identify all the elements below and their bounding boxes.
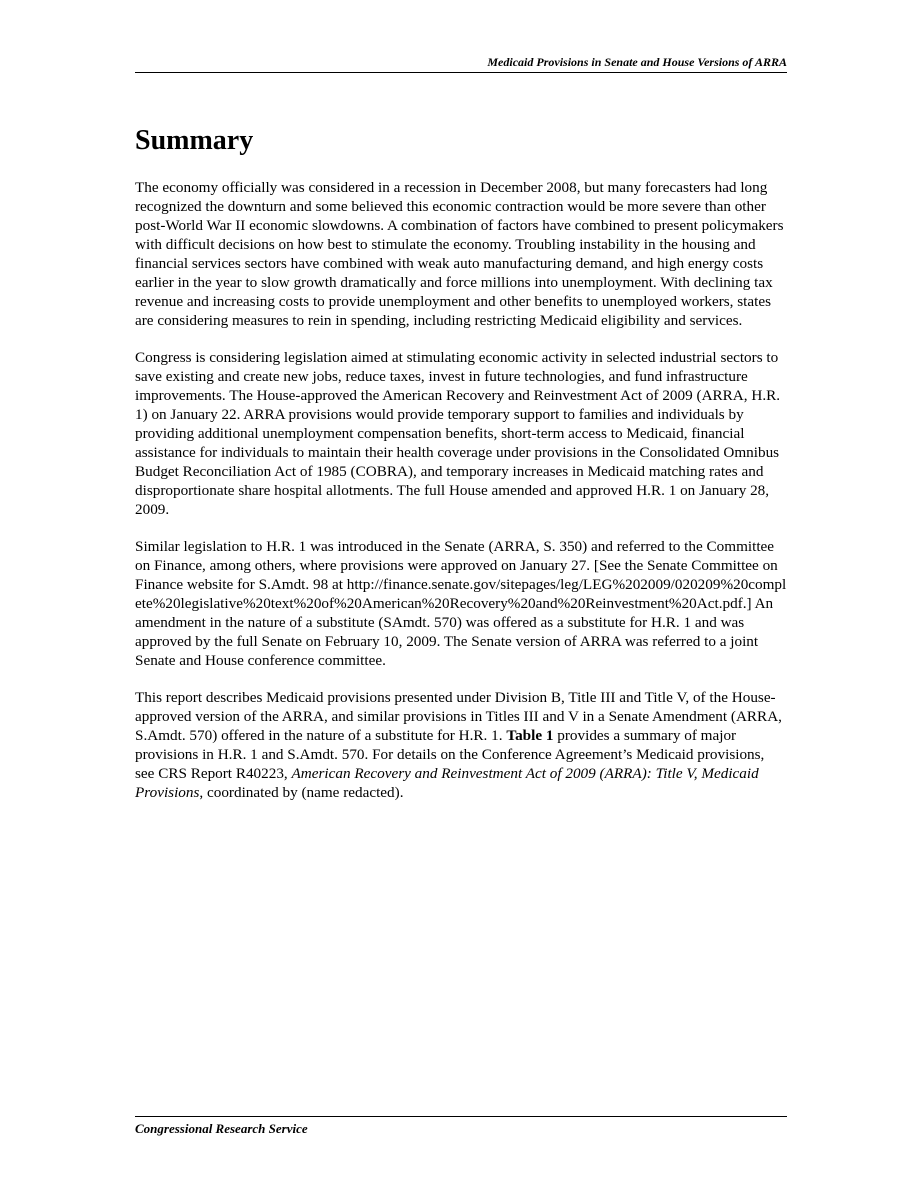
paragraph-report-text-3: , coordinated by (name redacted). bbox=[199, 784, 404, 801]
paragraph-economy: The economy officially was considered in a recession in December 2008, but many forecasters had long recognized the downturn and some believed this economic contraction would be more severe than other post-World War II economic slowdowns. A combination of factors have combined to present policymakers with difficult decisions on how best to stimulate the economy. Troubling instability in the housing and financial services sectors have combined with weak auto manufacturing demand, and high energy costs earlier in the year to slow growth dramatically and force millions into unemployment. With declining tax revenue and increasing costs to provide unemployment and other benefits to unemployed workers, states are considering measures to rein in spending, including restricting Medicaid eligibility and services. bbox=[135, 179, 784, 329]
paragraph-senate bbox=[135, 537, 787, 670]
header-rule bbox=[135, 72, 787, 73]
page-title: Summary bbox=[135, 125, 254, 156]
crs-report-title: American Recovery and Reinvestment Act of 2009 (ARRA): Title V, Medicaid Provisions bbox=[135, 765, 759, 801]
paragraph-report-text-2: provides a summary of major provisions in H.R. 1 and S.Amdt. 570. For details on the Conference Agreement’s Medicaid provisions, see CRS Report R40223, bbox=[135, 727, 765, 782]
paragraph-senate-text-2: ] An amendment in the nature of a substitute (SAmdt. 570) was offered as a substitute for H.R. 1 and was approved by the full Senate on February 10, 2009. The Senate version of ARRA was referred to a joint Senate and House conference committee. bbox=[135, 595, 774, 669]
running-header: Medicaid Provisions in Senate and House Versions of ARRA bbox=[487, 55, 787, 69]
paragraph-congress: Congress is considering legislation aimed at stimulating economic activity in selected industrial sectors to save existing and create new jobs, reduce taxes, invest in future technologies, and fund infrastructure improvements. The House-approved the American Recovery and Reinvestment Act of 2009 (ARRA, H.R. 1) on January 22. ARRA provisions would provide temporary support to families and individuals by providing additional unemployment compensation benefits, short-term access to Medicaid, financial assistance for individuals to maintain their health coverage under provisions in the Consolidated Omnibus Budget Reconciliation Act of 1985 (COBRA), and temporary increases in Medicaid matching rates and disproportionate share hospital allotments. The full House amended and approved H.R. 1 on January 28, 2009. bbox=[135, 349, 781, 518]
finance-committee-url[interactable]: http://finance.senate.gov/sitepages/leg/LEG%202009/020209%20complete%20legislative%20text%20of%20American%20Recovery%20and%20Reinvestment%20Act.pdf. bbox=[135, 576, 787, 612]
paragraph-report bbox=[135, 688, 787, 802]
paragraph-senate-text-1: Similar legislation to H.R. 1 was introduced in the Senate (ARRA, S. 350) and referred to the Committee on Finance, among others, where provisions were approved on January 27. [See the Senate Committee on Finance website for S.Amdt. 98 at bbox=[135, 538, 778, 593]
footer-rule bbox=[135, 1116, 787, 1117]
summary-body bbox=[135, 178, 787, 820]
paragraph-report-text-1: This report describes Medicaid provisions presented under Division B, Title III and Title V, of the House-approved version of the ARRA, and similar provisions in Titles III and V in a Senate Amendment (ARRA, S.Amdt. 570) offered in the nature of a substitute for H.R. 1. bbox=[135, 689, 782, 744]
running-footer: Congressional Research Service bbox=[135, 1121, 308, 1136]
table-1-reference: Table 1 bbox=[506, 727, 554, 744]
